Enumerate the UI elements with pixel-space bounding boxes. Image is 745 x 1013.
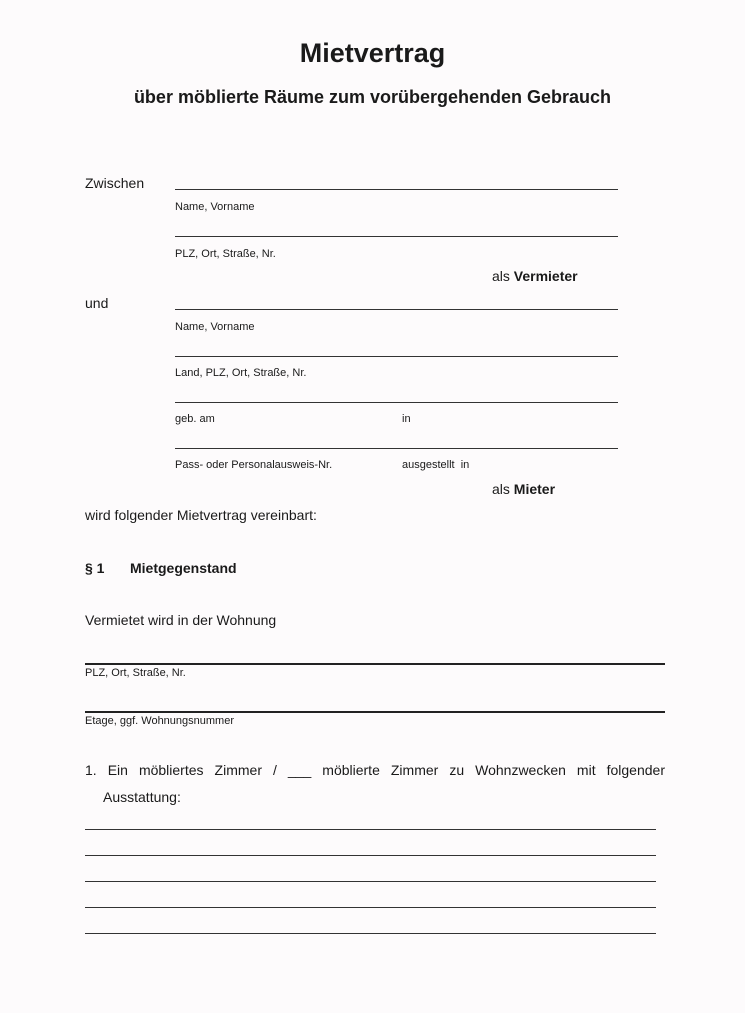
tenant-id-caption: Pass- oder Personalausweis-Nr. [175, 459, 333, 471]
tenant-role-prefix: als [492, 481, 510, 497]
tenant-address-caption: Land, PLZ, Ort, Straße, Nr. [175, 367, 307, 379]
landlord-label: Zwischen [85, 175, 145, 191]
page-title: Mietvertrag [299, 38, 446, 68]
apartment-address-caption: PLZ, Ort, Straße, Nr. [85, 667, 186, 679]
tenant-role-value: Mieter [513, 481, 556, 497]
equipment-line-4[interactable] [85, 907, 656, 908]
landlord-role-prefix: als [492, 268, 510, 284]
landlord-name-field[interactable] [175, 189, 618, 190]
section-intro: Vermietet wird in der Wohnung [85, 612, 277, 628]
equipment-line-3[interactable] [85, 881, 656, 882]
equipment-line-5[interactable] [85, 933, 656, 934]
landlord-name-caption: Name, Vorname [175, 201, 255, 213]
item1-text-continued: Ausstattung: [103, 789, 181, 805]
tenant-birthplace-caption: in [402, 413, 411, 425]
item1-text: 1. Ein möbliertes Zimmer / ___ möblierte Zimmer zu Wohnzwecken mit folgender [85, 762, 665, 778]
tenant-birth-caption: geb. am [175, 413, 215, 425]
tenant-name-field[interactable] [175, 309, 618, 310]
section-number: § 1 [85, 560, 105, 576]
tenant-role [492, 481, 555, 497]
tenant-address-field[interactable] [175, 356, 618, 357]
tenant-issued-caption: ausgestellt in [402, 459, 470, 471]
landlord-address-field[interactable] [175, 236, 618, 237]
landlord-role-value: Vermieter [513, 268, 578, 284]
landlord-role [492, 268, 578, 284]
equipment-line-2[interactable] [85, 855, 656, 856]
apartment-floor-caption: Etage, ggf. Wohnungsnummer [85, 715, 234, 727]
tenant-id-field[interactable] [175, 448, 618, 449]
apartment-floor-field[interactable] [85, 711, 665, 713]
apartment-address-field[interactable] [85, 663, 665, 665]
section-heading: Mietgegenstand [130, 560, 237, 576]
landlord-address-caption: PLZ, Ort, Straße, Nr. [175, 248, 276, 260]
tenant-name-caption: Name, Vorname [175, 321, 255, 333]
page-subtitle: über möblierte Räume zum vorübergehenden Gebrauch [133, 87, 612, 107]
equipment-line-1[interactable] [85, 829, 656, 830]
tenant-label: und [85, 295, 109, 311]
agreement-text: wird folgender Mietvertrag vereinbart: [85, 507, 317, 523]
tenant-birth-field[interactable] [175, 402, 618, 403]
